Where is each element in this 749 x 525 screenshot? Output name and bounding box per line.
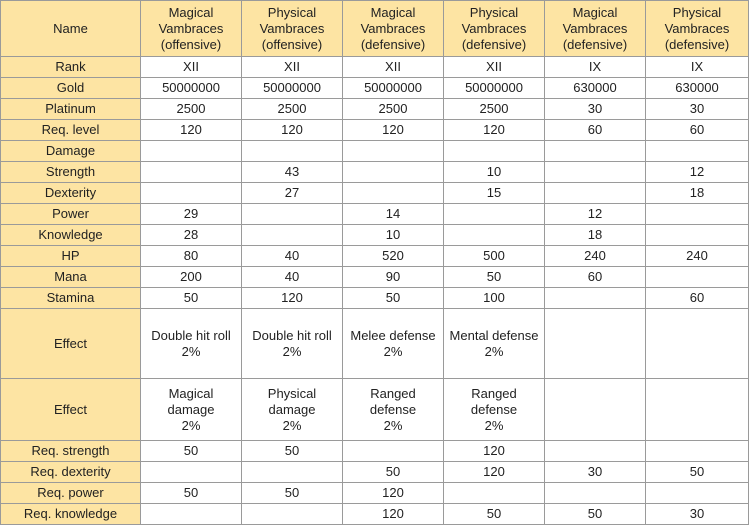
header-item-cell: Magical Vambraces (offensive) (141, 1, 242, 57)
data-cell: 120 (343, 504, 444, 525)
data-cell (141, 141, 242, 162)
data-cell (242, 462, 343, 483)
data-cell: Mental defense 2% (444, 309, 545, 379)
data-cell (343, 141, 444, 162)
row-label-cell: Rank (1, 57, 141, 78)
row-label-cell: Req. knowledge (1, 504, 141, 525)
data-cell (545, 441, 646, 462)
table-row (1, 225, 749, 246)
data-cell: 120 (444, 441, 545, 462)
data-cell (242, 504, 343, 525)
data-cell: 27 (242, 183, 343, 204)
data-cell: 2500 (444, 99, 545, 120)
data-cell: IX (545, 57, 646, 78)
data-cell: Physical damage 2% (242, 379, 343, 441)
table-row (1, 379, 749, 441)
table-row (1, 441, 749, 462)
data-cell: 50 (646, 462, 749, 483)
data-cell: Double hit roll 2% (141, 309, 242, 379)
data-cell: 50 (444, 504, 545, 525)
data-cell: 120 (444, 462, 545, 483)
data-cell: 60 (545, 120, 646, 141)
data-cell: Ranged defense 2% (343, 379, 444, 441)
data-cell (545, 183, 646, 204)
data-cell: 50 (242, 483, 343, 504)
row-label-cell: Power (1, 204, 141, 225)
row-label-cell: Stamina (1, 288, 141, 309)
data-cell: 500 (444, 246, 545, 267)
table-row (1, 204, 749, 225)
data-cell: 50 (141, 288, 242, 309)
data-cell: 28 (141, 225, 242, 246)
row-label-cell: Knowledge (1, 225, 141, 246)
data-cell: 40 (242, 267, 343, 288)
header-item-cell: Magical Vambraces (defensive) (343, 1, 444, 57)
table-body (1, 57, 749, 525)
data-cell (646, 225, 749, 246)
data-cell: 50000000 (444, 78, 545, 99)
data-cell: 50 (545, 504, 646, 525)
data-cell: 18 (646, 183, 749, 204)
data-cell: XII (242, 57, 343, 78)
data-cell: Double hit roll 2% (242, 309, 343, 379)
data-cell: 10 (343, 225, 444, 246)
data-cell (444, 483, 545, 504)
row-label-cell: Req. dexterity (1, 462, 141, 483)
table-row (1, 162, 749, 183)
row-label-cell: Platinum (1, 99, 141, 120)
data-cell (343, 162, 444, 183)
table-row (1, 99, 749, 120)
data-cell: Magical damage 2% (141, 379, 242, 441)
row-label-cell: Gold (1, 78, 141, 99)
data-cell: 50 (242, 441, 343, 462)
data-cell (545, 379, 646, 441)
data-cell (545, 309, 646, 379)
data-cell: XII (343, 57, 444, 78)
header-item-cell: Physical Vambraces (defensive) (646, 1, 749, 57)
table-row (1, 183, 749, 204)
row-label-cell: Req. strength (1, 441, 141, 462)
row-label-cell: Req. level (1, 120, 141, 141)
data-cell (242, 141, 343, 162)
data-cell (545, 162, 646, 183)
header-item-cell: Physical Vambraces (defensive) (444, 1, 545, 57)
row-label-cell: Mana (1, 267, 141, 288)
data-cell: 120 (343, 120, 444, 141)
row-label-cell: Effect (1, 309, 141, 379)
data-cell: 630000 (646, 78, 749, 99)
row-label-cell: Effect (1, 379, 141, 441)
row-label-cell: HP (1, 246, 141, 267)
data-cell: 12 (545, 204, 646, 225)
data-cell: 90 (343, 267, 444, 288)
data-cell: 43 (242, 162, 343, 183)
row-label-cell: Strength (1, 162, 141, 183)
data-cell (343, 183, 444, 204)
data-cell: XII (444, 57, 545, 78)
data-cell: 50000000 (343, 78, 444, 99)
header-name-cell: Name (1, 1, 141, 57)
data-cell: Ranged defense 2% (444, 379, 545, 441)
data-cell: 240 (545, 246, 646, 267)
data-cell: 60 (646, 288, 749, 309)
data-cell (646, 483, 749, 504)
data-cell: 40 (242, 246, 343, 267)
data-cell (545, 483, 646, 504)
data-cell (242, 204, 343, 225)
table-row (1, 309, 749, 379)
data-cell: 520 (343, 246, 444, 267)
data-cell (545, 288, 646, 309)
data-cell: 30 (545, 99, 646, 120)
data-cell (141, 504, 242, 525)
table-row (1, 288, 749, 309)
data-cell: 15 (444, 183, 545, 204)
table-row (1, 78, 749, 99)
row-label-cell: Damage (1, 141, 141, 162)
data-cell: 50000000 (242, 78, 343, 99)
data-cell (444, 204, 545, 225)
data-cell: 14 (343, 204, 444, 225)
table-row (1, 267, 749, 288)
data-cell: 10 (444, 162, 545, 183)
table-row (1, 57, 749, 78)
data-cell: 120 (141, 120, 242, 141)
data-cell (444, 225, 545, 246)
data-cell (646, 441, 749, 462)
header-item-cell: Magical Vambraces (defensive) (545, 1, 646, 57)
table-row (1, 483, 749, 504)
data-cell: 120 (242, 288, 343, 309)
data-cell (646, 141, 749, 162)
data-cell: 50 (343, 462, 444, 483)
data-cell: 18 (545, 225, 646, 246)
data-cell: 29 (141, 204, 242, 225)
data-cell: 30 (646, 504, 749, 525)
data-cell: 30 (545, 462, 646, 483)
table-row (1, 120, 749, 141)
data-cell: 2500 (343, 99, 444, 120)
data-cell (444, 141, 545, 162)
data-cell: 50 (444, 267, 545, 288)
data-cell: 60 (646, 120, 749, 141)
data-cell: 120 (343, 483, 444, 504)
data-cell: 240 (646, 246, 749, 267)
data-cell: 100 (444, 288, 545, 309)
data-cell: 50000000 (141, 78, 242, 99)
data-cell (141, 183, 242, 204)
data-cell: 2500 (141, 99, 242, 120)
data-cell: 120 (242, 120, 343, 141)
data-cell (343, 441, 444, 462)
data-cell (646, 309, 749, 379)
header-item-cell: Physical Vambraces (offensive) (242, 1, 343, 57)
data-cell: 120 (444, 120, 545, 141)
data-cell: 12 (646, 162, 749, 183)
table-row (1, 141, 749, 162)
data-cell: 60 (545, 267, 646, 288)
data-cell: 50 (141, 441, 242, 462)
data-cell (646, 267, 749, 288)
table-row (1, 504, 749, 525)
data-cell (646, 204, 749, 225)
data-cell (242, 225, 343, 246)
data-cell: 80 (141, 246, 242, 267)
table-row (1, 462, 749, 483)
data-cell: 50 (343, 288, 444, 309)
data-cell: Melee defense 2% (343, 309, 444, 379)
data-cell (646, 379, 749, 441)
row-label-cell: Dexterity (1, 183, 141, 204)
data-cell: 630000 (545, 78, 646, 99)
data-cell: 2500 (242, 99, 343, 120)
data-cell (545, 141, 646, 162)
data-cell: IX (646, 57, 749, 78)
table-row (1, 246, 749, 267)
data-cell: 50 (141, 483, 242, 504)
data-cell: 200 (141, 267, 242, 288)
data-cell (141, 462, 242, 483)
data-cell: XII (141, 57, 242, 78)
data-cell (141, 162, 242, 183)
header-row (1, 1, 749, 57)
row-label-cell: Req. power (1, 483, 141, 504)
data-cell: 30 (646, 99, 749, 120)
